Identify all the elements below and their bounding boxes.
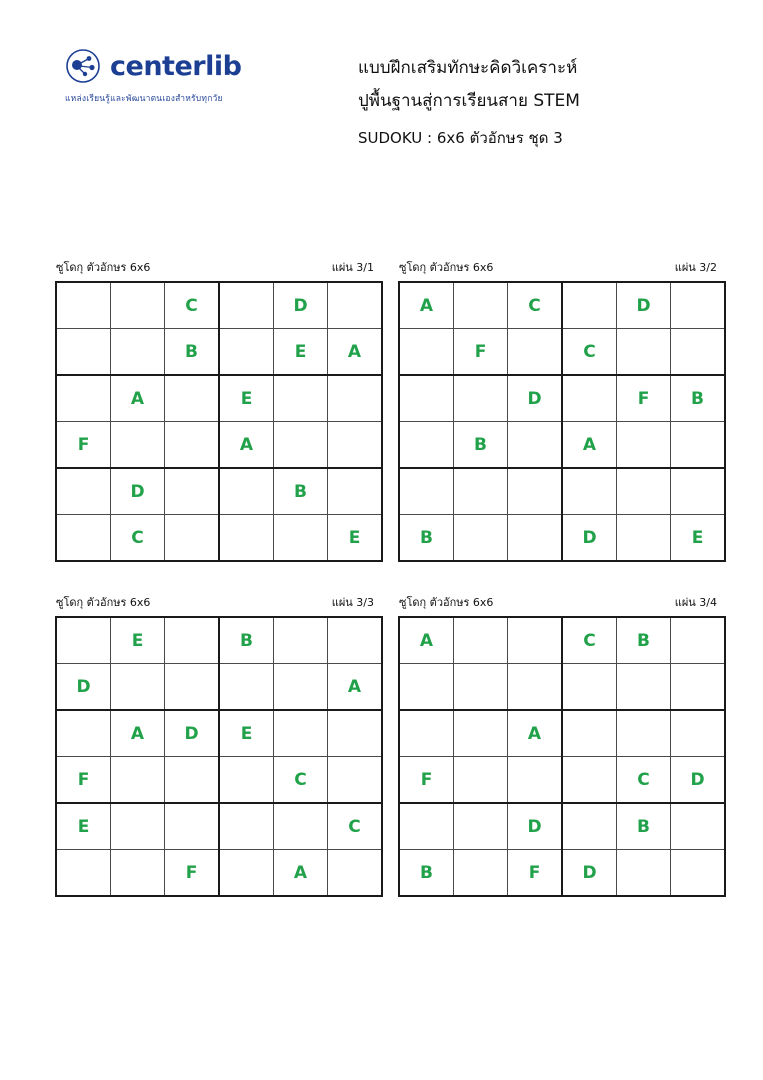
sudoku-empty-cell[interactable]	[617, 850, 671, 897]
sudoku-row	[56, 617, 382, 664]
puzzle-sheet	[55, 258, 375, 562]
sudoku-empty-cell[interactable]	[508, 664, 563, 711]
sudoku-clue-cell[interactable]: B	[219, 617, 274, 664]
sudoku-empty-cell[interactable]	[165, 617, 220, 664]
sudoku-empty-cell[interactable]	[111, 664, 165, 711]
puzzle-sheet-number: แผ่น 3/3	[331, 596, 374, 609]
sudoku-clue-cell[interactable]: B	[274, 468, 328, 515]
sudoku-row	[399, 757, 725, 804]
sudoku-empty-cell[interactable]	[219, 803, 274, 850]
sudoku-empty-cell[interactable]	[274, 617, 328, 664]
sudoku-clue-cell[interactable]: D	[274, 282, 328, 329]
sudoku-empty-cell[interactable]	[328, 468, 383, 515]
sudoku-clue-cell[interactable]: A	[508, 710, 563, 757]
sudoku-empty-cell[interactable]	[56, 282, 111, 329]
sudoku-clue-cell[interactable]: D	[671, 757, 726, 804]
sudoku-row	[56, 329, 382, 376]
sudoku-row	[399, 329, 725, 376]
sudoku-empty-cell[interactable]	[508, 329, 563, 376]
sudoku-empty-cell[interactable]	[56, 329, 111, 376]
sudoku-empty-cell[interactable]	[111, 282, 165, 329]
sudoku-clue-cell[interactable]: B	[617, 803, 671, 850]
sudoku-empty-cell[interactable]	[454, 850, 508, 897]
sudoku-empty-cell[interactable]	[165, 664, 220, 711]
sudoku-empty-cell[interactable]	[508, 422, 563, 469]
sudoku-empty-cell[interactable]	[219, 329, 274, 376]
sudoku-clue-cell[interactable]: A	[111, 710, 165, 757]
sudoku-empty-cell[interactable]	[671, 329, 726, 376]
sudoku-row	[56, 850, 382, 897]
sudoku-empty-cell[interactable]	[562, 282, 617, 329]
sudoku-empty-cell[interactable]	[508, 757, 563, 804]
sudoku-clue-cell[interactable]: B	[671, 375, 726, 422]
sudoku-empty-cell[interactable]	[165, 422, 220, 469]
sudoku-row	[56, 282, 382, 329]
sudoku-row	[399, 710, 725, 757]
sudoku-clue-cell[interactable]: F	[56, 757, 111, 804]
sudoku-grid[interactable]	[55, 616, 383, 897]
sudoku-row	[56, 468, 382, 515]
sudoku-empty-cell[interactable]	[165, 468, 220, 515]
brand-block	[40, 48, 340, 105]
sudoku-empty-cell[interactable]	[219, 468, 274, 515]
sudoku-empty-cell[interactable]	[671, 422, 726, 469]
sudoku-empty-cell[interactable]	[399, 375, 454, 422]
sudoku-row	[399, 850, 725, 897]
sudoku-clue-cell[interactable]: E	[56, 803, 111, 850]
sudoku-clue-cell[interactable]: C	[617, 757, 671, 804]
sudoku-empty-cell[interactable]	[328, 757, 383, 804]
sudoku-row	[399, 664, 725, 711]
sudoku-empty-cell[interactable]	[111, 850, 165, 897]
sudoku-empty-cell[interactable]	[274, 803, 328, 850]
sudoku-clue-cell[interactable]: C	[562, 329, 617, 376]
worksheet-title-line2: ปูพื้นฐานสู่การเรียนสาย STEM	[358, 91, 580, 112]
sudoku-row	[399, 468, 725, 515]
sudoku-row	[399, 515, 725, 562]
sudoku-empty-cell[interactable]	[165, 803, 220, 850]
puzzle-label: ซูโดกุ ตัวอักษร 6x6	[399, 596, 494, 609]
sudoku-empty-cell[interactable]	[454, 664, 508, 711]
sudoku-empty-cell[interactable]	[454, 468, 508, 515]
sudoku-empty-cell[interactable]	[328, 710, 383, 757]
sudoku-empty-cell[interactable]	[56, 375, 111, 422]
puzzle-sheet-number: แผ่น 3/1	[331, 261, 374, 274]
sudoku-row	[56, 803, 382, 850]
sudoku-empty-cell[interactable]	[617, 664, 671, 711]
sudoku-clue-cell[interactable]: D	[508, 375, 563, 422]
sudoku-empty-cell[interactable]	[671, 468, 726, 515]
sudoku-empty-cell[interactable]	[399, 803, 454, 850]
sudoku-empty-cell[interactable]	[454, 515, 508, 562]
sudoku-empty-cell[interactable]	[56, 617, 111, 664]
sudoku-empty-cell[interactable]	[562, 710, 617, 757]
sudoku-clue-cell[interactable]: B	[399, 515, 454, 562]
sudoku-empty-cell[interactable]	[671, 617, 726, 664]
sudoku-empty-cell[interactable]	[617, 422, 671, 469]
sudoku-row	[399, 803, 725, 850]
sudoku-empty-cell[interactable]	[617, 515, 671, 562]
puzzle-sheet-number: แผ่น 3/4	[674, 596, 717, 609]
sudoku-row	[56, 664, 382, 711]
sudoku-clue-cell[interactable]: D	[111, 468, 165, 515]
sudoku-empty-cell[interactable]	[328, 850, 383, 897]
sudoku-row	[399, 422, 725, 469]
sudoku-empty-cell[interactable]	[671, 850, 726, 897]
sudoku-clue-cell[interactable]: A	[274, 850, 328, 897]
sudoku-clue-cell[interactable]: A	[328, 664, 383, 711]
sudoku-empty-cell[interactable]	[454, 757, 508, 804]
sudoku-empty-cell[interactable]	[399, 329, 454, 376]
sudoku-row	[56, 375, 382, 422]
puzzle-label: ซูโดกุ ตัวอักษร 6x6	[56, 261, 151, 274]
sudoku-empty-cell[interactable]	[671, 803, 726, 850]
sudoku-clue-cell[interactable]: D	[56, 664, 111, 711]
sudoku-empty-cell[interactable]	[165, 375, 220, 422]
sudoku-clue-cell[interactable]: C	[111, 515, 165, 562]
sudoku-clue-cell[interactable]: D	[562, 515, 617, 562]
sudoku-empty-cell[interactable]	[508, 617, 563, 664]
sudoku-empty-cell[interactable]	[508, 515, 563, 562]
sudoku-empty-cell[interactable]	[328, 375, 383, 422]
sudoku-empty-cell[interactable]	[399, 468, 454, 515]
sudoku-empty-cell[interactable]	[562, 803, 617, 850]
sudoku-clue-cell[interactable]: A	[399, 282, 454, 329]
sudoku-row	[56, 710, 382, 757]
sudoku-clue-cell[interactable]: E	[219, 375, 274, 422]
sudoku-clue-cell[interactable]: F	[454, 329, 508, 376]
sudoku-clue-cell[interactable]: D	[617, 282, 671, 329]
sudoku-clue-cell[interactable]: E	[111, 617, 165, 664]
sudoku-clue-cell[interactable]: A	[111, 375, 165, 422]
sudoku-clue-cell[interactable]: A	[399, 617, 454, 664]
puzzle-sheet	[55, 593, 375, 897]
sudoku-clue-cell[interactable]: A	[219, 422, 274, 469]
sudoku-empty-cell[interactable]	[617, 329, 671, 376]
sudoku-clue-cell[interactable]: F	[617, 375, 671, 422]
sudoku-empty-cell[interactable]	[111, 422, 165, 469]
worksheet-title-line1: แบบฝึกเสริมทักษะคิดวิเคราะห์	[358, 58, 578, 78]
sudoku-empty-cell[interactable]	[274, 710, 328, 757]
sudoku-clue-cell[interactable]: C	[274, 757, 328, 804]
sudoku-empty-cell[interactable]	[671, 710, 726, 757]
sudoku-empty-cell[interactable]	[219, 757, 274, 804]
sudoku-empty-cell[interactable]	[454, 617, 508, 664]
puzzle-label: ซูโดกุ ตัวอักษร 6x6	[399, 261, 494, 274]
sudoku-clue-cell[interactable]: A	[328, 329, 383, 376]
sudoku-clue-cell[interactable]: C	[562, 617, 617, 664]
sudoku-empty-cell[interactable]	[219, 282, 274, 329]
sudoku-clue-cell[interactable]: F	[56, 422, 111, 469]
sudoku-empty-cell[interactable]	[111, 329, 165, 376]
sudoku-clue-cell[interactable]: D	[562, 850, 617, 897]
sudoku-empty-cell[interactable]	[165, 515, 220, 562]
sudoku-empty-cell[interactable]	[274, 375, 328, 422]
sudoku-grid[interactable]	[398, 281, 726, 562]
sudoku-empty-cell[interactable]	[454, 375, 508, 422]
sudoku-empty-cell[interactable]	[56, 710, 111, 757]
sudoku-empty-cell[interactable]	[219, 850, 274, 897]
sudoku-clue-cell[interactable]: E	[671, 515, 726, 562]
sudoku-empty-cell[interactable]	[328, 422, 383, 469]
puzzle-label: ซูโดกุ ตัวอักษร 6x6	[56, 596, 151, 609]
sudoku-clue-cell[interactable]: F	[399, 757, 454, 804]
sudoku-clue-cell[interactable]: F	[508, 850, 563, 897]
sudoku-empty-cell[interactable]	[617, 710, 671, 757]
sudoku-empty-cell[interactable]	[508, 468, 563, 515]
sudoku-clue-cell[interactable]: D	[508, 803, 563, 850]
sudoku-empty-cell[interactable]	[219, 515, 274, 562]
sudoku-row	[56, 422, 382, 469]
worksheet-subtitle: SUDOKU : 6x6 ตัวอักษร ชุด 3	[358, 129, 563, 148]
sudoku-clue-cell[interactable]: B	[165, 329, 220, 376]
sudoku-empty-cell[interactable]	[617, 468, 671, 515]
sudoku-clue-cell[interactable]: B	[454, 422, 508, 469]
sudoku-empty-cell[interactable]	[454, 282, 508, 329]
sudoku-grid[interactable]	[398, 616, 726, 897]
sudoku-clue-cell[interactable]: E	[328, 515, 383, 562]
sudoku-empty-cell[interactable]	[562, 375, 617, 422]
puzzle-sheet	[398, 593, 718, 897]
sudoku-empty-cell[interactable]	[671, 664, 726, 711]
sudoku-clue-cell[interactable]: F	[165, 850, 220, 897]
sudoku-empty-cell[interactable]	[671, 282, 726, 329]
sudoku-clue-cell[interactable]: C	[165, 282, 220, 329]
sudoku-empty-cell[interactable]	[454, 710, 508, 757]
sudoku-grid[interactable]	[55, 281, 383, 562]
sudoku-clue-cell[interactable]: D	[165, 710, 220, 757]
title-block	[340, 48, 723, 154]
sudoku-empty-cell[interactable]	[56, 850, 111, 897]
page-header	[0, 0, 763, 154]
brand-tagline: แหล่งเรียนรู้และพัฒนาตนเองสำหรับทุกวัย	[65, 94, 223, 104]
network-nodes-icon	[65, 48, 101, 84]
sudoku-empty-cell[interactable]	[328, 617, 383, 664]
sudoku-empty-cell[interactable]	[328, 282, 383, 329]
sudoku-empty-cell[interactable]	[165, 757, 220, 804]
sudoku-empty-cell[interactable]	[219, 664, 274, 711]
sudoku-empty-cell[interactable]	[56, 515, 111, 562]
sudoku-row	[399, 617, 725, 664]
sudoku-empty-cell[interactable]	[274, 515, 328, 562]
sudoku-empty-cell[interactable]	[274, 664, 328, 711]
puzzle-sheet	[398, 258, 718, 562]
puzzle-sheet-number: แผ่น 3/2	[674, 261, 717, 274]
brand-name: centerlib	[110, 50, 242, 82]
sudoku-empty-cell[interactable]	[56, 468, 111, 515]
sudoku-empty-cell[interactable]	[562, 468, 617, 515]
sudoku-row	[56, 515, 382, 562]
sudoku-clue-cell[interactable]: E	[219, 710, 274, 757]
sudoku-empty-cell[interactable]	[399, 710, 454, 757]
sudoku-clue-cell[interactable]: C	[508, 282, 563, 329]
sudoku-clue-cell[interactable]: E	[274, 329, 328, 376]
sudoku-empty-cell[interactable]	[562, 664, 617, 711]
sudoku-empty-cell[interactable]	[562, 757, 617, 804]
sudoku-row	[399, 375, 725, 422]
sudoku-row	[56, 757, 382, 804]
sudoku-clue-cell[interactable]: C	[328, 803, 383, 850]
sudoku-empty-cell[interactable]	[399, 422, 454, 469]
sudoku-empty-cell[interactable]	[111, 803, 165, 850]
sudoku-empty-cell[interactable]	[454, 803, 508, 850]
sudoku-clue-cell[interactable]: B	[399, 850, 454, 897]
sudoku-empty-cell[interactable]	[274, 422, 328, 469]
sudoku-clue-cell[interactable]: A	[562, 422, 617, 469]
sudoku-clue-cell[interactable]: B	[617, 617, 671, 664]
sudoku-empty-cell[interactable]	[399, 664, 454, 711]
sudoku-row	[399, 282, 725, 329]
sudoku-empty-cell[interactable]	[111, 757, 165, 804]
